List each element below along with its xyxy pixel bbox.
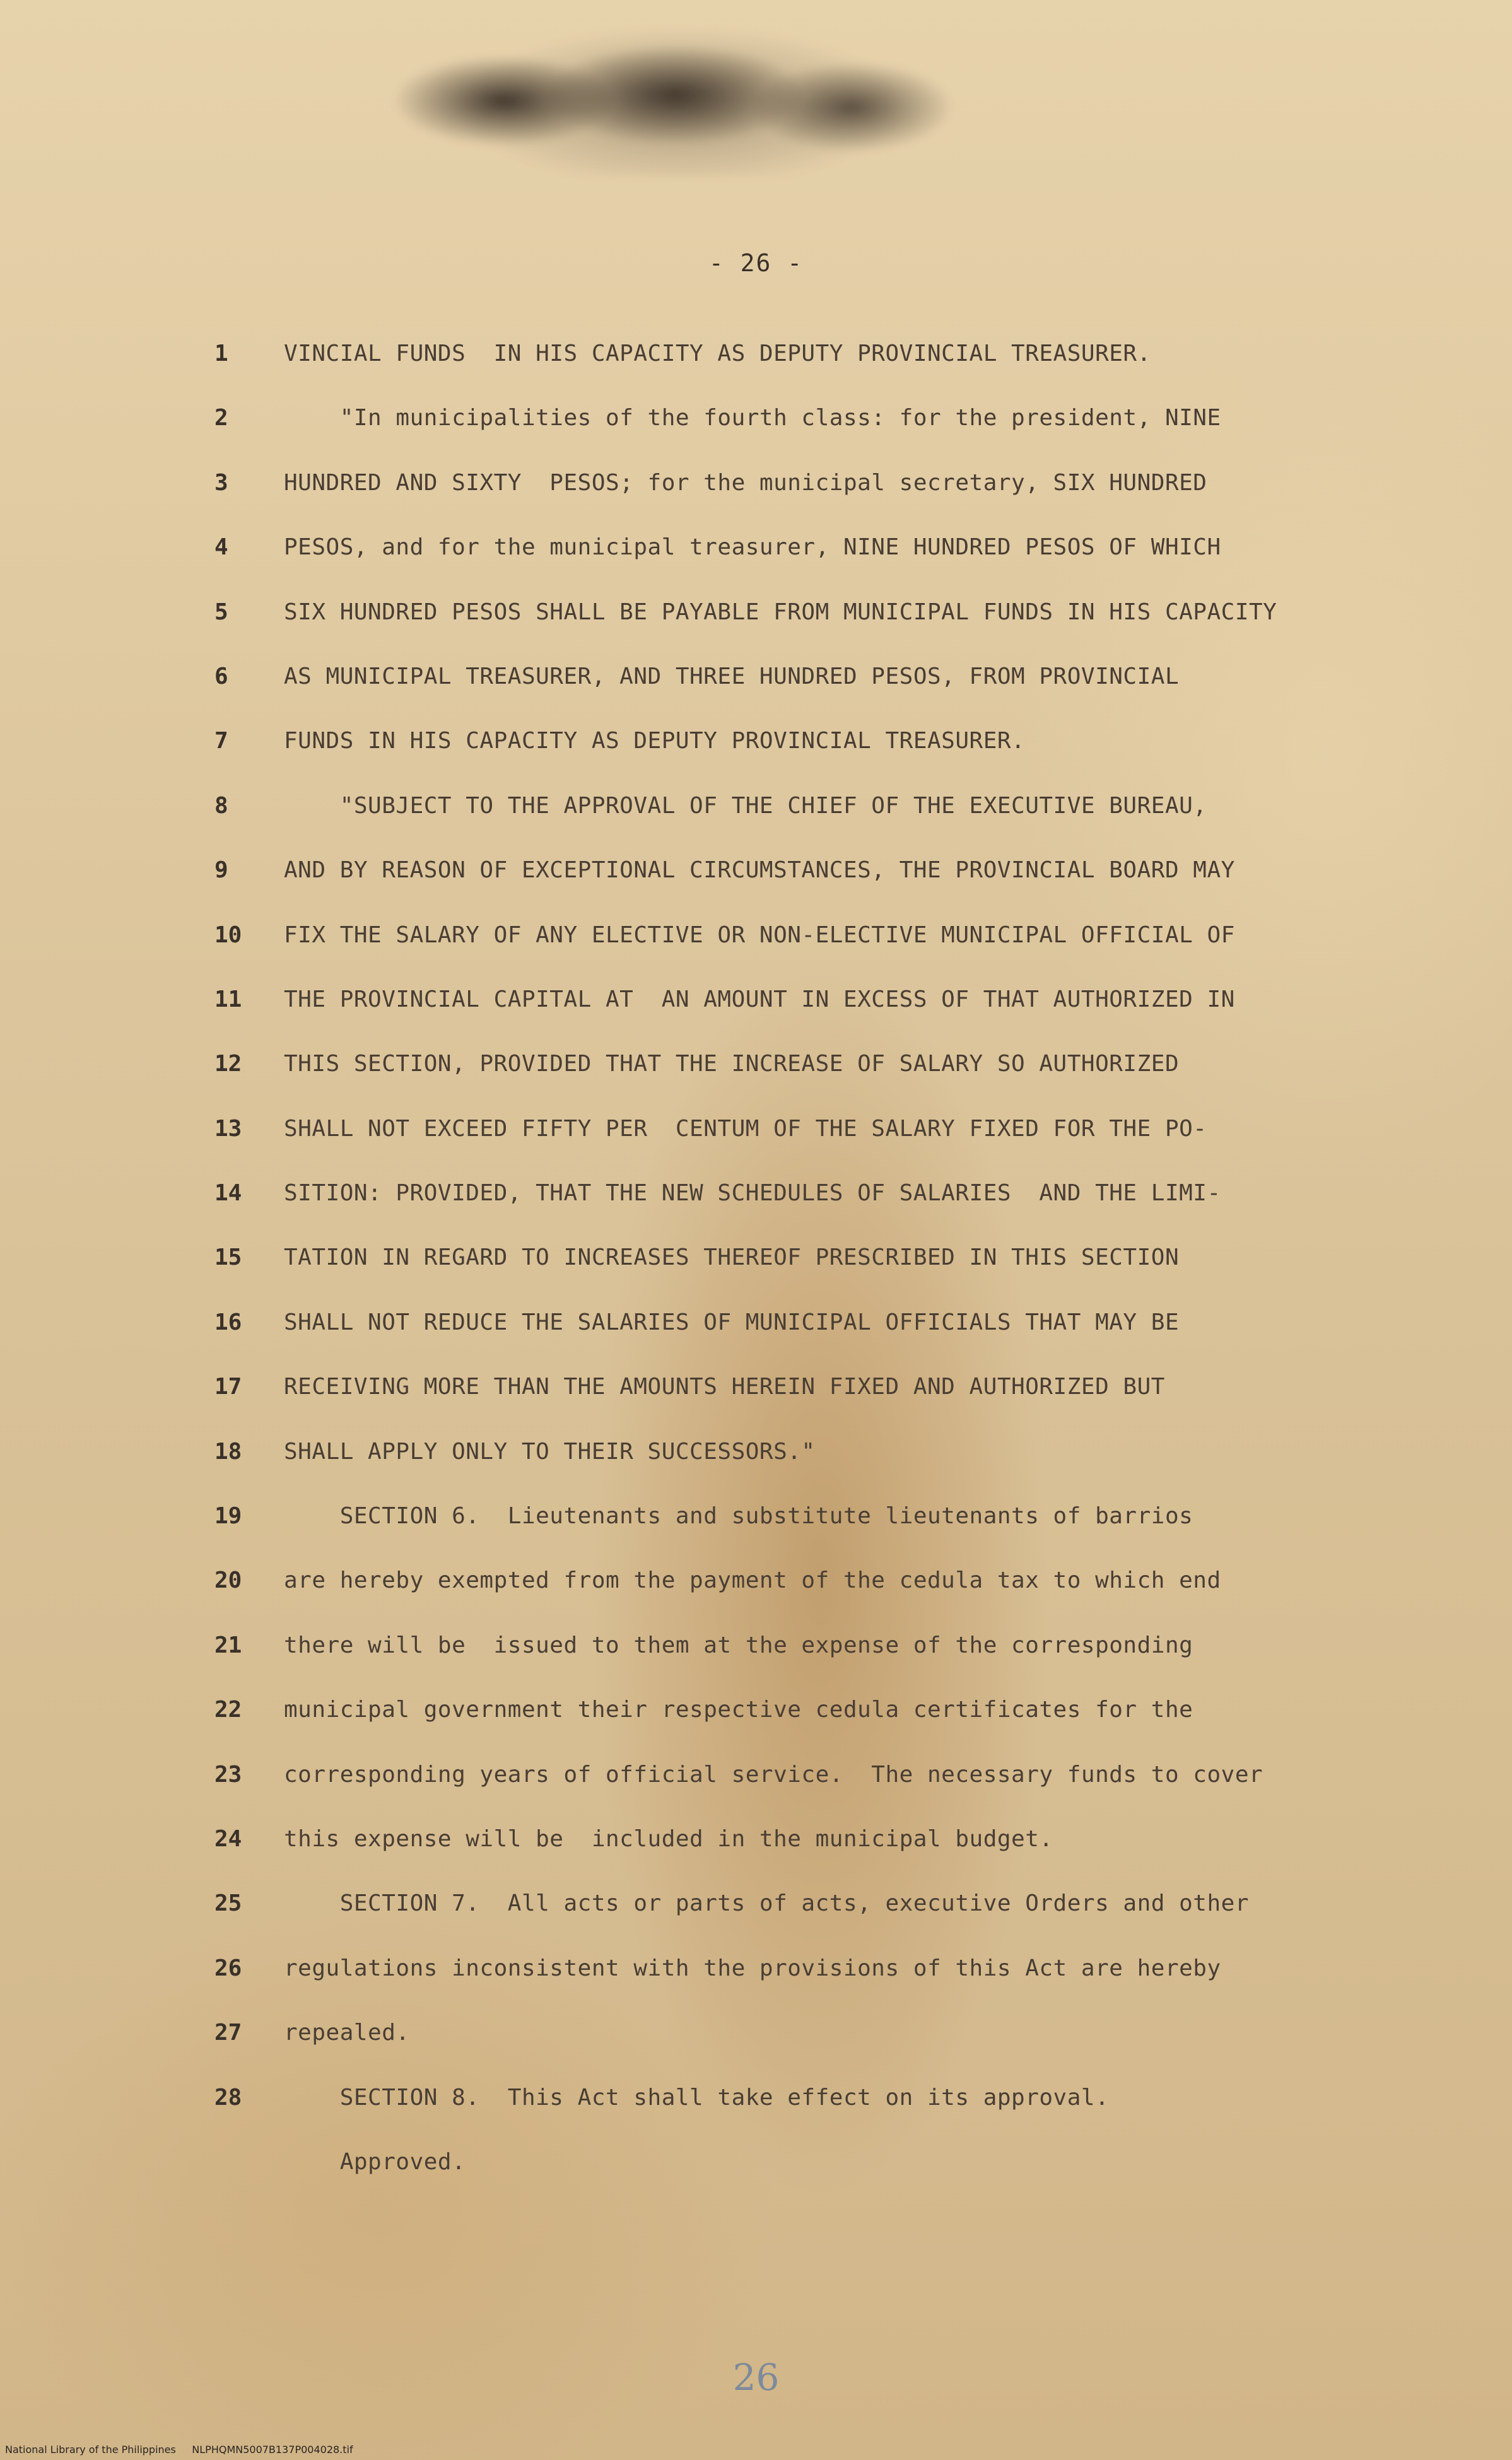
line-text: regulations inconsistent with the provisions of this Act are hereby [284, 1955, 1221, 1981]
handwritten-page-number: 26 [732, 2356, 780, 2399]
text-line [214, 1955, 1413, 2020]
line-text: are hereby exempted from the payment of the cedula tax to which end [284, 1567, 1221, 1594]
typed-text-block [214, 341, 1413, 2213]
line-text: Approved. [284, 2148, 466, 2175]
file-identifier: NLPHQMN5007B137P004028.tif [192, 2444, 353, 2456]
line-number: 10 [214, 922, 242, 948]
text-line [214, 599, 1413, 664]
line-text: SECTION 8. This Act shall take effect on its approval. [284, 2084, 1110, 2111]
text-line [214, 1826, 1413, 1890]
line-text: SHALL APPLY ONLY TO THEIR SUCCESSORS." [284, 1438, 816, 1465]
text-line [214, 1890, 1413, 1955]
text-line [214, 405, 1413, 469]
line-text: "In municipalities of the fourth class: for the president, NINE [284, 405, 1221, 431]
text-line [214, 2020, 1413, 2084]
text-line [214, 341, 1413, 405]
line-text: TATION IN REGARD TO INCREASES THEREOF PRESCRIBED IN THIS SECTION [284, 1245, 1180, 1271]
line-number: 15 [214, 1245, 242, 1271]
line-number: 11 [214, 986, 242, 1012]
line-number: 12 [214, 1051, 242, 1077]
text-line [214, 2149, 1413, 2213]
line-text: RECEIVING MORE THAN THE AMOUNTS HEREIN FIXED AND AUTHORIZED BUT [284, 1374, 1165, 1400]
text-line [214, 1567, 1413, 1632]
text-line [214, 1374, 1413, 1438]
line-text: this expense will be included in the municipal budget. [284, 1825, 1053, 1852]
line-number: 28 [214, 2084, 242, 2111]
line-number: 17 [214, 1374, 242, 1400]
line-number: 3 [214, 469, 228, 496]
text-line [214, 470, 1413, 534]
line-text: THE PROVINCIAL CAPITAL AT AN AMOUNT IN EXCESS OF THAT AUTHORIZED IN [284, 986, 1235, 1012]
line-text: SITION: PROVIDED, THAT THE NEW SCHEDULES OF SALARIES AND THE LIMI- [284, 1180, 1221, 1207]
line-text: corresponding years of official service. The necessary funds to cover [284, 1761, 1263, 1788]
page-marker: - 26 - [708, 249, 804, 277]
text-line [214, 1051, 1413, 1115]
text-line [214, 1762, 1413, 1826]
text-line [214, 922, 1413, 987]
line-text: FIX THE SALARY OF ANY ELECTIVE OR NON-ELECTIVE MUNICIPAL OFFICIAL OF [284, 922, 1235, 948]
line-number: 16 [214, 1309, 242, 1335]
line-number: 22 [214, 1697, 242, 1723]
text-line [214, 2085, 1413, 2149]
scan-footer [5, 2444, 353, 2456]
text-line [214, 1503, 1413, 1567]
line-number: 9 [214, 857, 228, 884]
text-line [214, 987, 1413, 1051]
ink-smudge-stain [378, 25, 997, 177]
text-line [214, 793, 1413, 857]
line-text: PESOS, and for the municipal treasurer, NINE HUNDRED PESOS OF WHICH [284, 534, 1221, 561]
line-text: SECTION 7. All acts or parts of acts, executive Orders and other [284, 1890, 1249, 1917]
line-number: 24 [214, 1825, 242, 1852]
line-text: AND BY REASON OF EXCEPTIONAL CIRCUMSTANCES, THE PROVINCIAL BOARD MAY [284, 857, 1235, 884]
line-number: 26 [214, 1955, 242, 1981]
line-text: municipal government their respective cedula certificates for the [284, 1697, 1193, 1723]
text-line [214, 664, 1413, 728]
line-text: "SUBJECT TO THE APPROVAL OF THE CHIEF OF THE EXECUTIVE BUREAU, [284, 792, 1207, 819]
text-line [214, 1632, 1413, 1697]
line-number: 4 [214, 534, 228, 561]
line-number: 6 [214, 663, 228, 689]
line-text: SIX HUNDRED PESOS SHALL BE PAYABLE FROM MUNICIPAL FUNDS IN HIS CAPACITY [284, 599, 1277, 625]
line-text: there will be issued to them at the expense of the corresponding [284, 1632, 1193, 1658]
line-number: 8 [214, 792, 228, 819]
text-line [214, 1439, 1413, 1503]
text-line [214, 1697, 1413, 1761]
line-number: 2 [214, 405, 228, 431]
line-number: 14 [214, 1180, 242, 1207]
text-line [214, 1116, 1413, 1180]
line-number: 7 [214, 728, 228, 754]
line-number: 21 [214, 1632, 242, 1658]
text-line [214, 857, 1413, 922]
text-line [214, 1245, 1413, 1309]
line-text: SECTION 6. Lieutenants and substitute lieutenants of barrios [284, 1503, 1193, 1530]
line-number: 5 [214, 599, 228, 625]
line-number: 25 [214, 1890, 242, 1917]
line-text: THIS SECTION, PROVIDED THAT THE INCREASE OF SALARY SO AUTHORIZED [284, 1051, 1180, 1077]
line-text: AS MUNICIPAL TREASURER, AND THREE HUNDRED PESOS, FROM PROVINCIAL [284, 663, 1180, 689]
line-number: 1 [214, 341, 228, 366]
text-line [214, 728, 1413, 792]
text-line [214, 1309, 1413, 1374]
line-text: VINCIAL FUNDS IN HIS CAPACITY AS DEPUTY PROVINCIAL TREASURER. [284, 341, 1151, 366]
library-credit: National Library of the Philippines [5, 2444, 176, 2456]
line-number: 27 [214, 2020, 242, 2046]
line-text: repealed. [284, 2020, 410, 2046]
line-text: SHALL NOT EXCEED FIFTY PER CENTUM OF THE SALARY FIXED FOR THE PO- [284, 1115, 1207, 1142]
line-number: 20 [214, 1567, 242, 1594]
line-text: FUNDS IN HIS CAPACITY AS DEPUTY PROVINCIAL TREASURER. [284, 728, 1026, 754]
text-line [214, 534, 1413, 599]
line-number: 23 [214, 1761, 242, 1788]
line-number: 18 [214, 1438, 242, 1465]
line-number: 19 [214, 1503, 242, 1530]
line-text: HUNDRED AND SIXTY PESOS; for the municipal secretary, SIX HUNDRED [284, 469, 1207, 496]
text-line [214, 1180, 1413, 1245]
line-text: SHALL NOT REDUCE THE SALARIES OF MUNICIPAL OFFICIALS THAT MAY BE [284, 1309, 1180, 1335]
line-number: 13 [214, 1115, 242, 1142]
